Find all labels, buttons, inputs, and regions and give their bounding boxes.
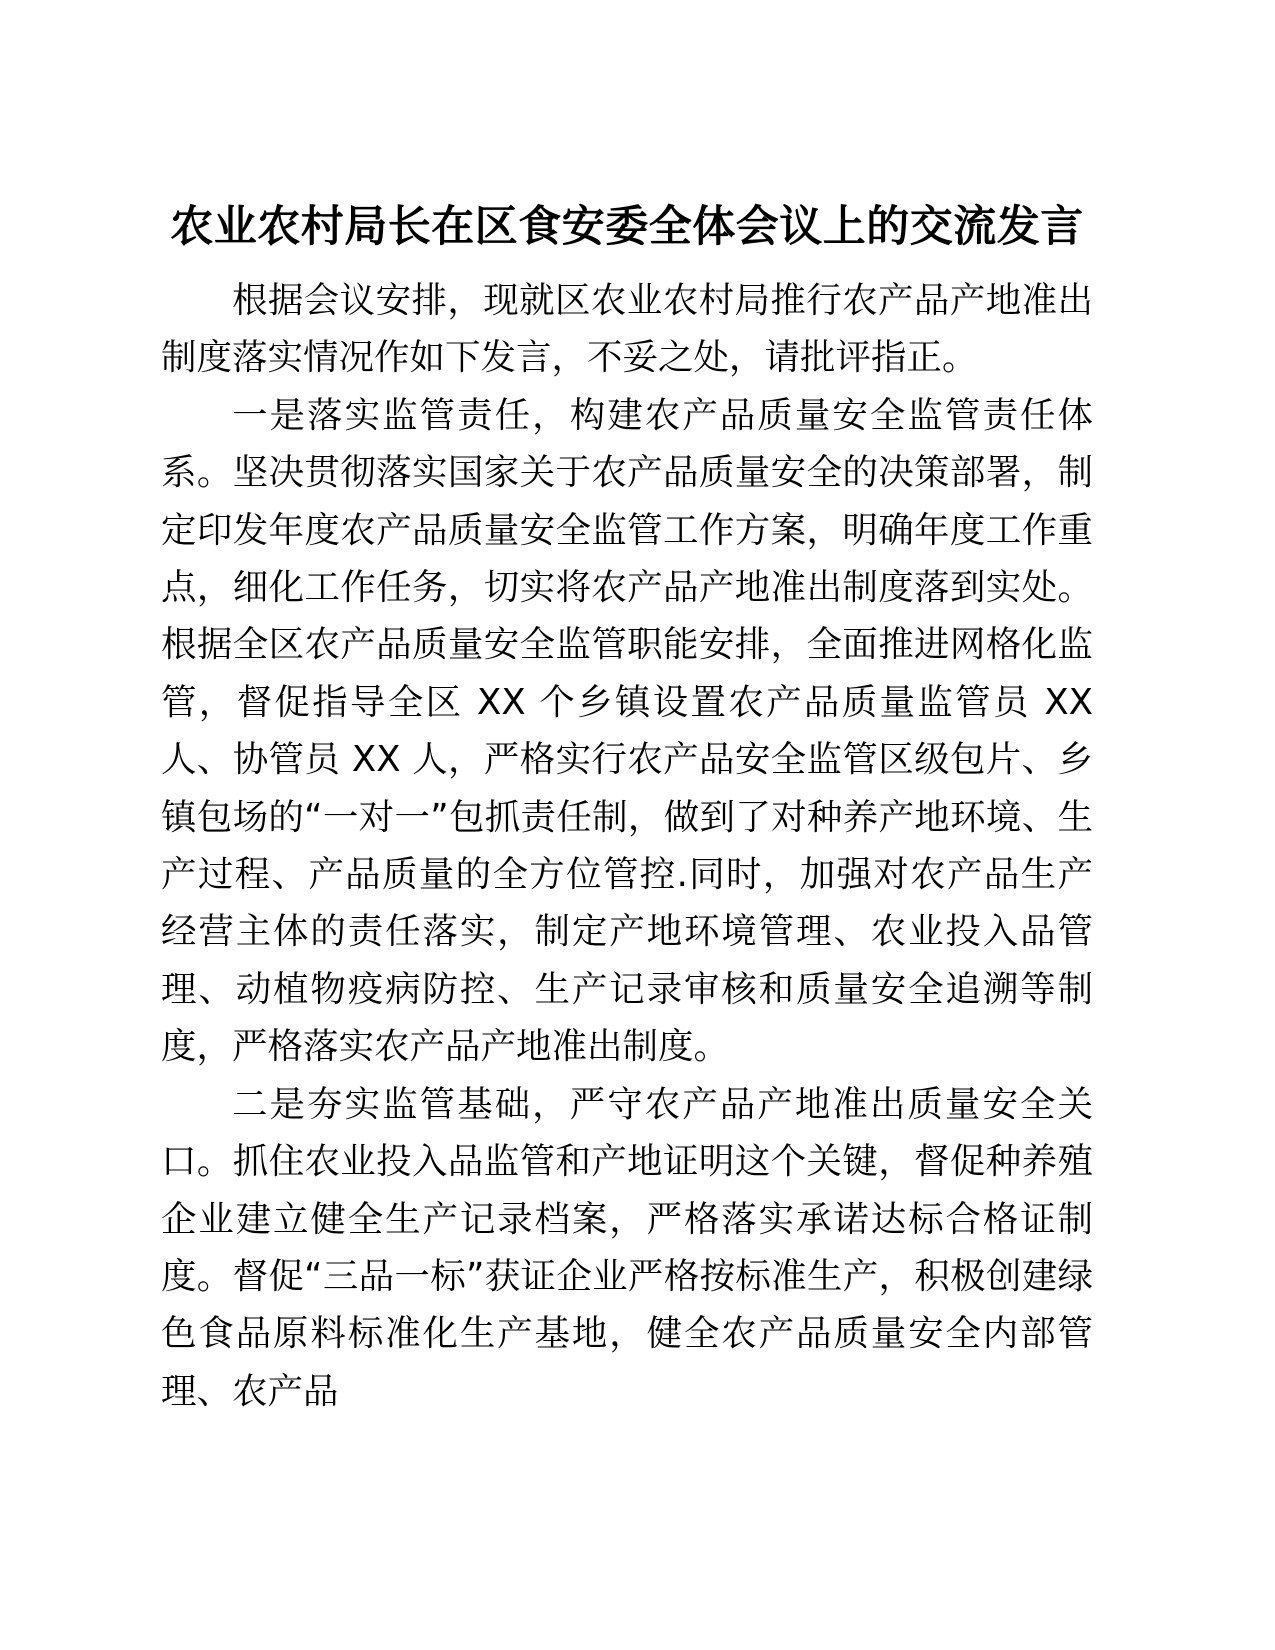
paragraph-point-one: 一是落实监管责任，构建农产品质量安全监管责任体系。坚决贯彻落实国家关于农产品质量安全的决策部署，制定印发年度农产品质量安全监管工作方案，明确年度工作重点，细化工作任务，切实将农产品产地准出制度落到实处。根据全区农产品质量安全监管职能安排，全面推进网格化监管，督促指导全区 XX 个乡镇设置农产品质量监管员 XX 人、协管员 XX 人，严格实行农产品安全监管区级包片、乡镇包场的“一对一”包抓责任制，做到了对种养产地环境、生产过程、产品质量的全方位管控.同时，加强对农产品生产经营主体的责任落实，制定产地环境管理、农业投入品管理、动植物疫病防控、生产记录审核和质量安全追溯等制度，严格落实农产品产地准出制度。 <box>161 394 1093 1068</box>
document-content <box>161 196 1093 1420</box>
page-title: 农业农村局长在区食安委全体会议上的交流发言 <box>170 202 1084 252</box>
paragraph-point-two: 二是夯实监管基础，严守农产品产地准出质量安全关口。抓住农业投入品监管和产地证明这个关键，督促种养殖企业建立健全生产记录档案，严格落实承诺达标合格证制度。督促“三品一标”获证企业严格按标准生产，积极创建绿色食品原料标准化生产基地，健全农产品质量安全内部管理、农产品 <box>161 1083 1093 1412</box>
document-body <box>161 272 1093 1420</box>
paragraph-intro: 根据会议安排，现就区农业农村局推行农产品产地准出制度落实情况作如下发言，不妥之处，请批评指正。 <box>161 280 1093 379</box>
